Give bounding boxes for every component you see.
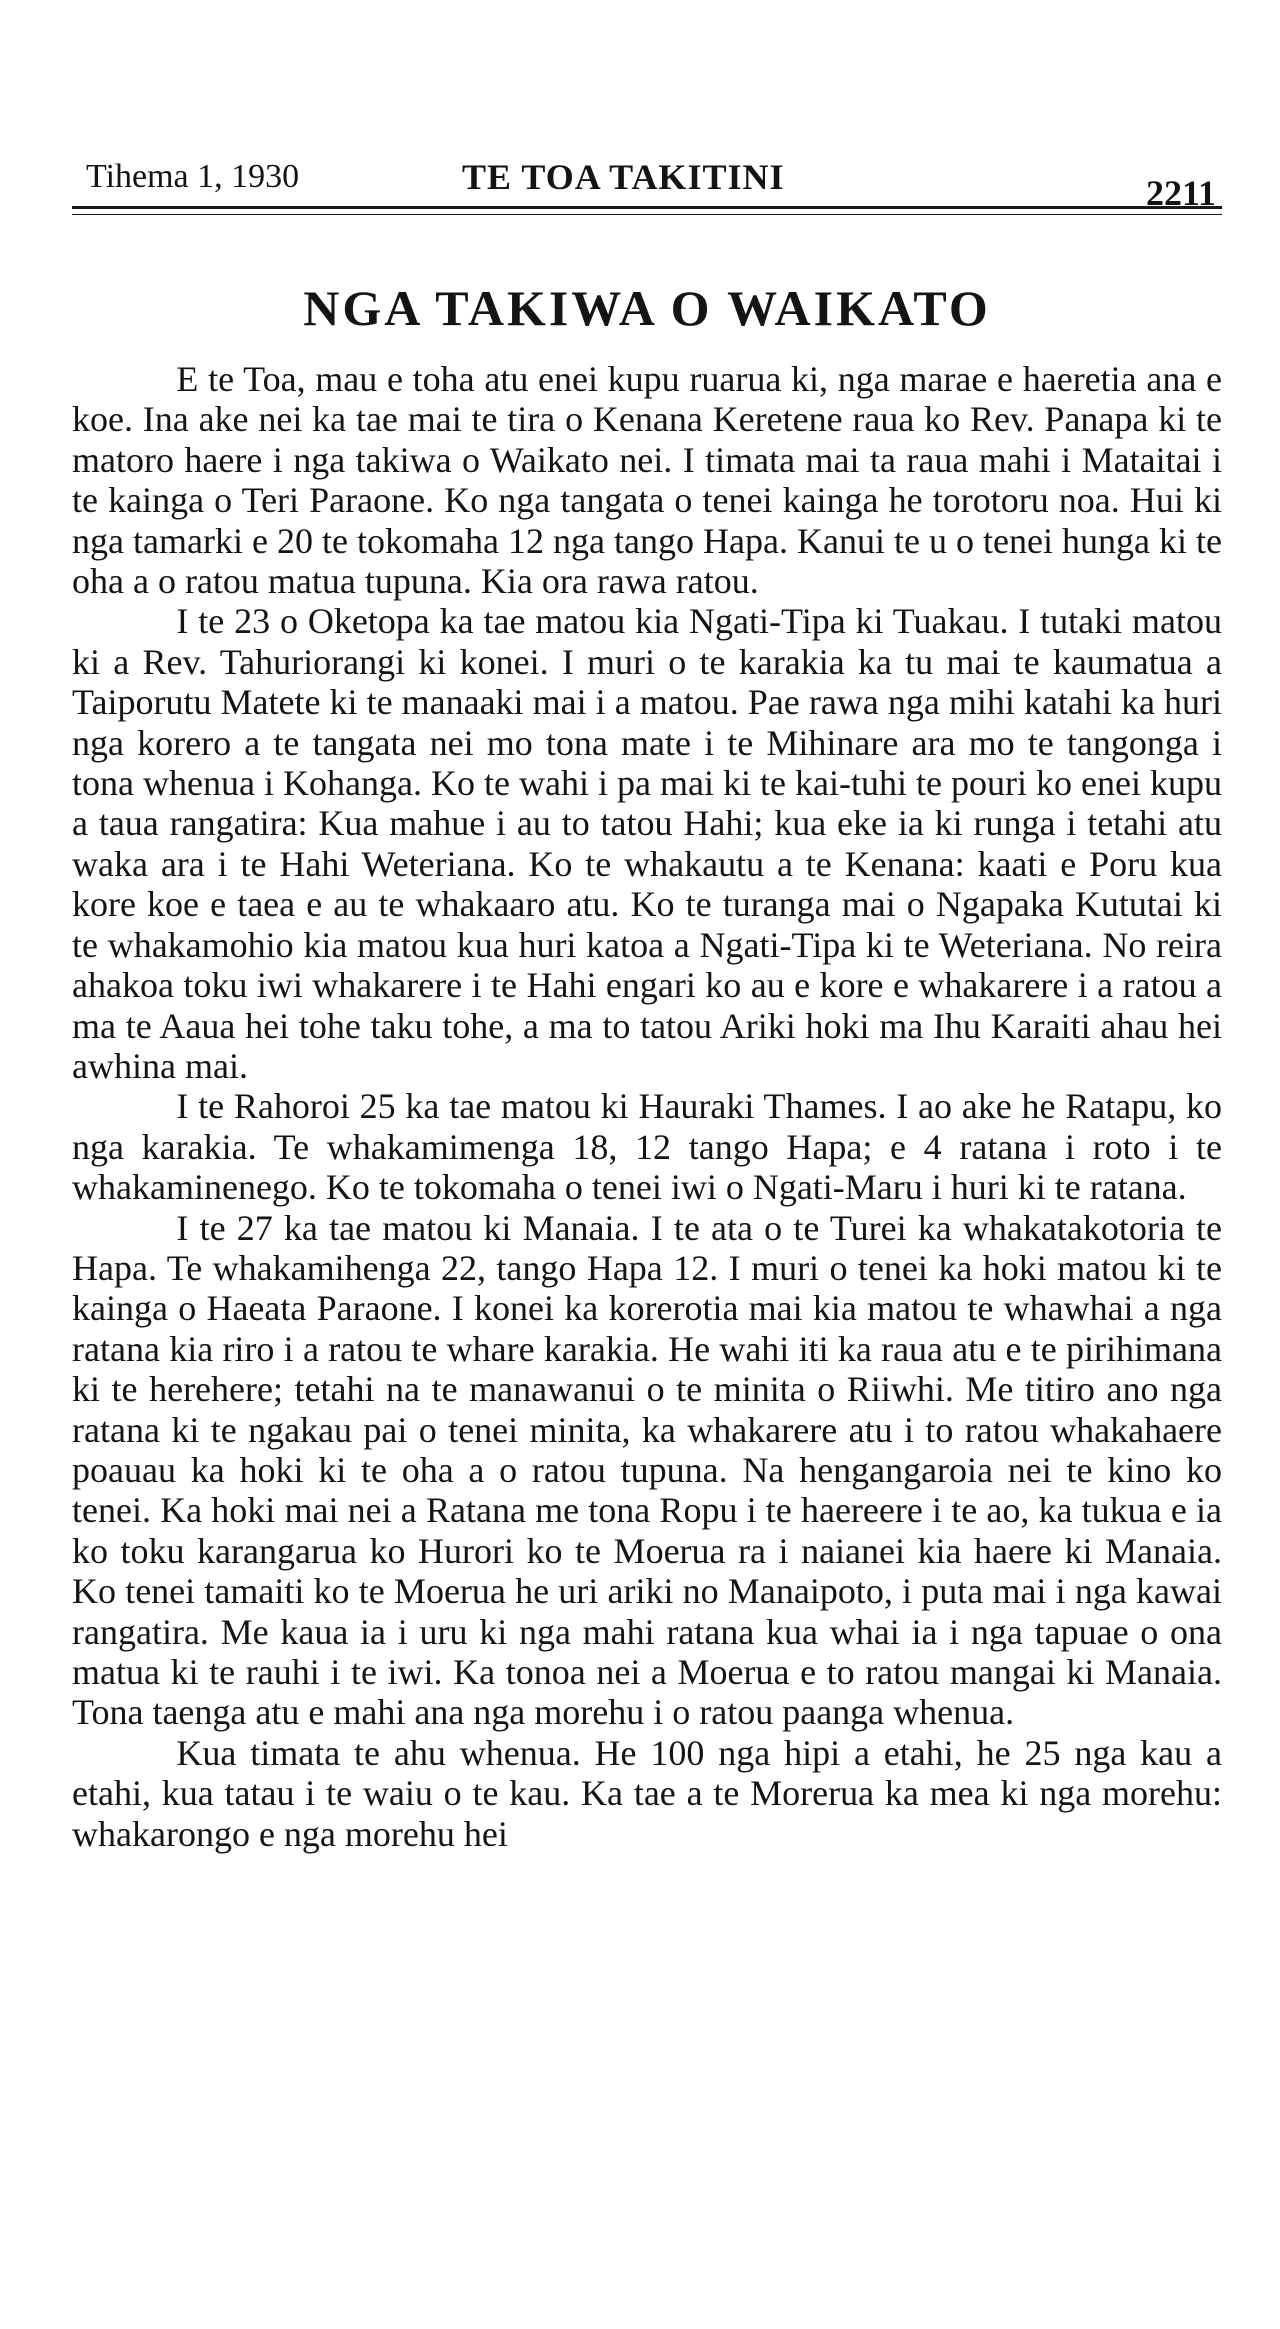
article-paragraph: E te Toa, mau e toha atu enei kupu ruarua ki, nga marae e haeretia ana e koe. Ina ake nei ka tae mai te tira o Kenana Keretene raua ko Rev. Panapa ki te matoro haere i nga takiwa o Waikato nei. I timata mai ta raua mahi i Mataitai i te kainga o Teri Paraone. Ko nga tangata o tenei kainga he torotoru noa. Hui ki nga tamarki e 20 te tokomaha 12 nga tango Hapa. Kanui te u o tenei hunga ki te oha a o ratou matua tupuna. Kia ora rawa ratou. [72, 359, 1222, 602]
publication-title: TE TOA TAKITINI [462, 157, 785, 197]
article-paragraph: I te 27 ka tae matou ki Manaia. I te ata o te Turei ka whakatakotoria te Hapa. Te whakamihenga 22, tango Hapa 12. I muri o tenei ka hoki matou ki te kainga o Haeata Paraone. I konei ka korerotia mai kia matou te whawhai a nga ratana kia riro i a ratou te whare karakia. He wahi iti ka raua atu e te pirihimana ki te herehere; tetahi na te manawanui o te minita o Riiwhi. Me titiro ano nga ratana ki te ngakau pai o tenei minita, ka whakarere atu i to ratou whakahaere poauau ka hoki ki te oha a o ratou tupuna. Na hengangaroia nei te kino ko tenei. Ka hoki mai nei a Ratana me tona Ropu i te haereere i te ao, ka tukua e ia ko toku karangarua ko Hurori ko te Moerua ra i naianei kia haere ki Manaia. Ko tenei tamaiti ko te Moerua he uri ariki no Manaipoto, i puta mai i nga kawai rangatira. Me kaua ia i uru ki nga mahi ratana kua whai ia i nga tapuae o ona matua ki te rauhi i te iwi. Ka tonoa nei a Moerua e to ratou mangai ki Manaia. Tona taenga atu e mahi ana nga morehu i o ratou paanga whenua. [72, 1207, 1222, 1733]
article-paragraph: I te 23 o Oketopa ka tae matou kia Ngati-Tipa ki Tuakau. I tutaki matou ki a Rev. Tahuriorangi ki konei. I muri o te karakia ka tu mai te kaumatua a Taiporutu Matete ki te manaaki mai i a matou. Pae rawa nga mihi katahi ka huri nga korero a te tangata nei mo tona mate i te Mihinare ara mo te tangonga i tona whenua i Kohanga. Ko te wahi i pa mai ki te kai-tuhi te pouri ko enei kupu a taua rangatira: Kua mahue i au to tatou Hahi; kua eke ia ki runga i tetahi atu waka ara i te Hahi Weteriana. Ko te whakautu a te Kenana: kaati e Poru kua kore koe e taea e au te whakaaro atu. Ko te turanga mai o Ngapaka Kututai ki te whakamohio kia matou kua huri katoa a Ngati-Tipa ki te Weteriana. No reira ahakoa toku iwi whakarere i te Hahi engari ko au e kore e whakarere i a ratou a ma te Aaua hei tohe taku tohe, a ma to tatou Ariki hoki ma Ihu Karaiti ahau hei awhina mai. [72, 601, 1222, 1086]
article-paragraph: Kua timata te ahu whenua. He 100 nga hipi a etahi, he 25 nga kau a etahi, kua tatau i te waiu o te kau. Ka tae a te Morerua ka mea ki nga morehu: whakarongo e nga morehu hei [72, 1732, 1222, 1854]
article-title: NGA TAKIWA O WAIKATO [303, 280, 991, 336]
page-number: 2211 [1145, 173, 1216, 213]
running-header [72, 150, 1222, 213]
article-paragraph: I te Rahoroi 25 ka tae matou ki Hauraki Thames. I ao ake he Ratapu, ko nga karakia. Te whakamimenga 18, 12 tango Hapa; e 4 ratana i roto i te whakaminenego. Ko te tokomaha o tenei iwi o Ngati-Maru i huri ki te ratana. [72, 1086, 1222, 1208]
article-body [72, 359, 1222, 1854]
issue-date: Tihema 1, 1930 [86, 158, 300, 195]
page [72, 150, 1222, 1854]
